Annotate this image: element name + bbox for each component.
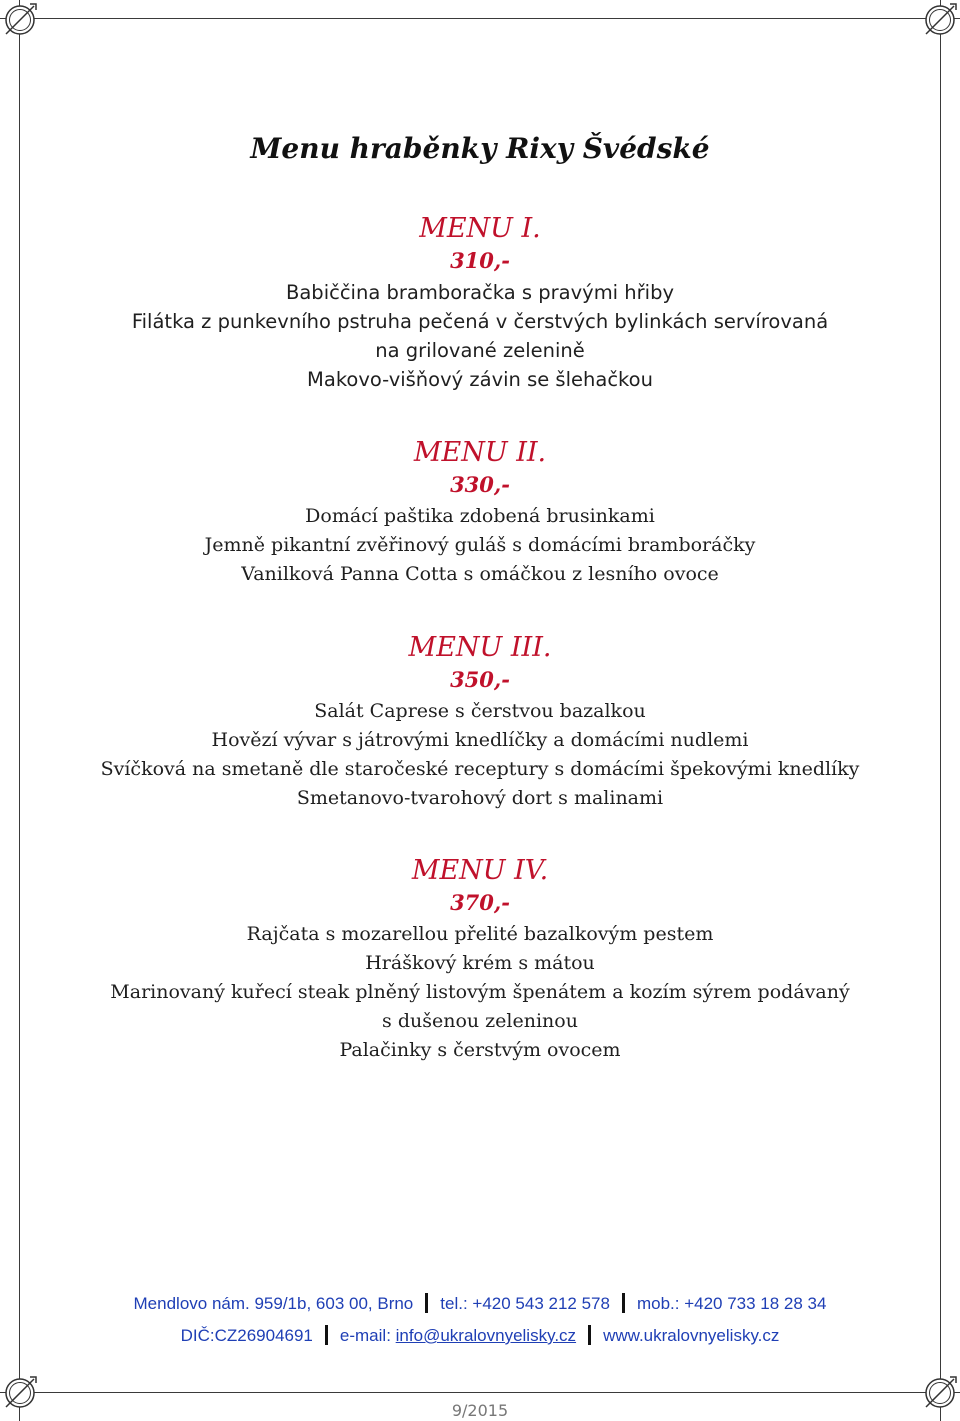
menu-item: Jemně pikantní zvěřinový guláš s domácími bramboráčky — [204, 534, 756, 556]
footer-mobile: mob.: +420 733 18 28 34 — [636, 1294, 827, 1313]
footer-email-label: e-mail: — [339, 1326, 391, 1345]
footer-email-link[interactable]: info@ukralovnyelisky.cz — [395, 1326, 577, 1345]
menu-item: Vanilková Panna Cotta s omáčkou z lesního ovoce — [241, 563, 719, 585]
footer-web-link[interactable]: www.ukralovnyelisky.cz — [603, 1326, 780, 1345]
menu-item: Filátka z punkevního pstruha pečená v čerstvých bylinkách servírovaná — [131, 310, 829, 333]
menu-item: na grilované zelenině — [375, 339, 585, 362]
menu-item: Rajčata s mozarellou přelité bazalkovým pestem — [246, 923, 714, 945]
menu-item: Hovězí vývar s játrovými knedlíčky a domácími nudlemi — [211, 729, 749, 751]
frame-bottom-line — [0, 1392, 960, 1393]
footer-tel: tel.: +420 543 212 578 — [440, 1294, 610, 1313]
menu-section-3 — [0, 633, 960, 813]
menu-item: Makovo-višňový závin se šlehačkou — [307, 368, 653, 391]
footer-separator — [622, 1293, 625, 1313]
menu-price: 330,- — [450, 472, 510, 497]
menu-section-2 — [0, 438, 960, 589]
footer-separator — [425, 1293, 428, 1313]
menu-item: Babiččina bramboračka s pravými hřiby — [285, 281, 675, 304]
footer-separator — [325, 1325, 328, 1345]
menu-item: Palačinky s čerstvým ovocem — [339, 1039, 621, 1061]
corner-ornament-icon — [0, 0, 40, 40]
menu-price: 310,- — [450, 248, 510, 273]
menu-name: MENU IV. — [411, 855, 549, 886]
menu-name: MENU I. — [419, 213, 541, 244]
frame-top-line — [0, 18, 960, 19]
menu-item: Marinovaný kuřecí steak plněný listovým špenátem a kozím sýrem podávaný — [110, 981, 850, 1003]
menu-item: Svíčková na smetaně dle staročeské receptury s domácími špekovými knedlíky — [100, 758, 860, 780]
footer-separator — [588, 1325, 591, 1345]
page-title: Menu hraběnky Rixy Švédské — [250, 132, 710, 165]
menu-name: MENU III. — [408, 632, 552, 663]
corner-ornament-icon — [920, 0, 960, 40]
menu-price: 370,- — [450, 890, 510, 915]
menu-name: MENU II. — [413, 437, 547, 468]
page-number: 9/2015 — [451, 1401, 509, 1420]
menu-price: 350,- — [450, 667, 510, 692]
menu-section-1 — [0, 214, 960, 394]
footer-dic: DIČ:CZ26904691 — [180, 1326, 313, 1345]
menu-section-4 — [0, 856, 960, 1065]
menu-item: s dušenou zeleninou — [382, 1010, 578, 1032]
footer-contact-line-1 — [0, 1293, 960, 1314]
footer-address: Mendlovo nám. 959/1b, 603 00, Brno — [133, 1294, 414, 1313]
menu-item: Smetanovo-tvarohový dort s malinami — [296, 787, 664, 809]
menu-item: Domácí paštika zdobená brusinkami — [305, 505, 655, 527]
menu-item: Hráškový krém s mátou — [365, 952, 595, 974]
footer-contact-line-2 — [0, 1325, 960, 1346]
menu-item: Salát Caprese s čerstvou bazalkou — [314, 700, 646, 722]
